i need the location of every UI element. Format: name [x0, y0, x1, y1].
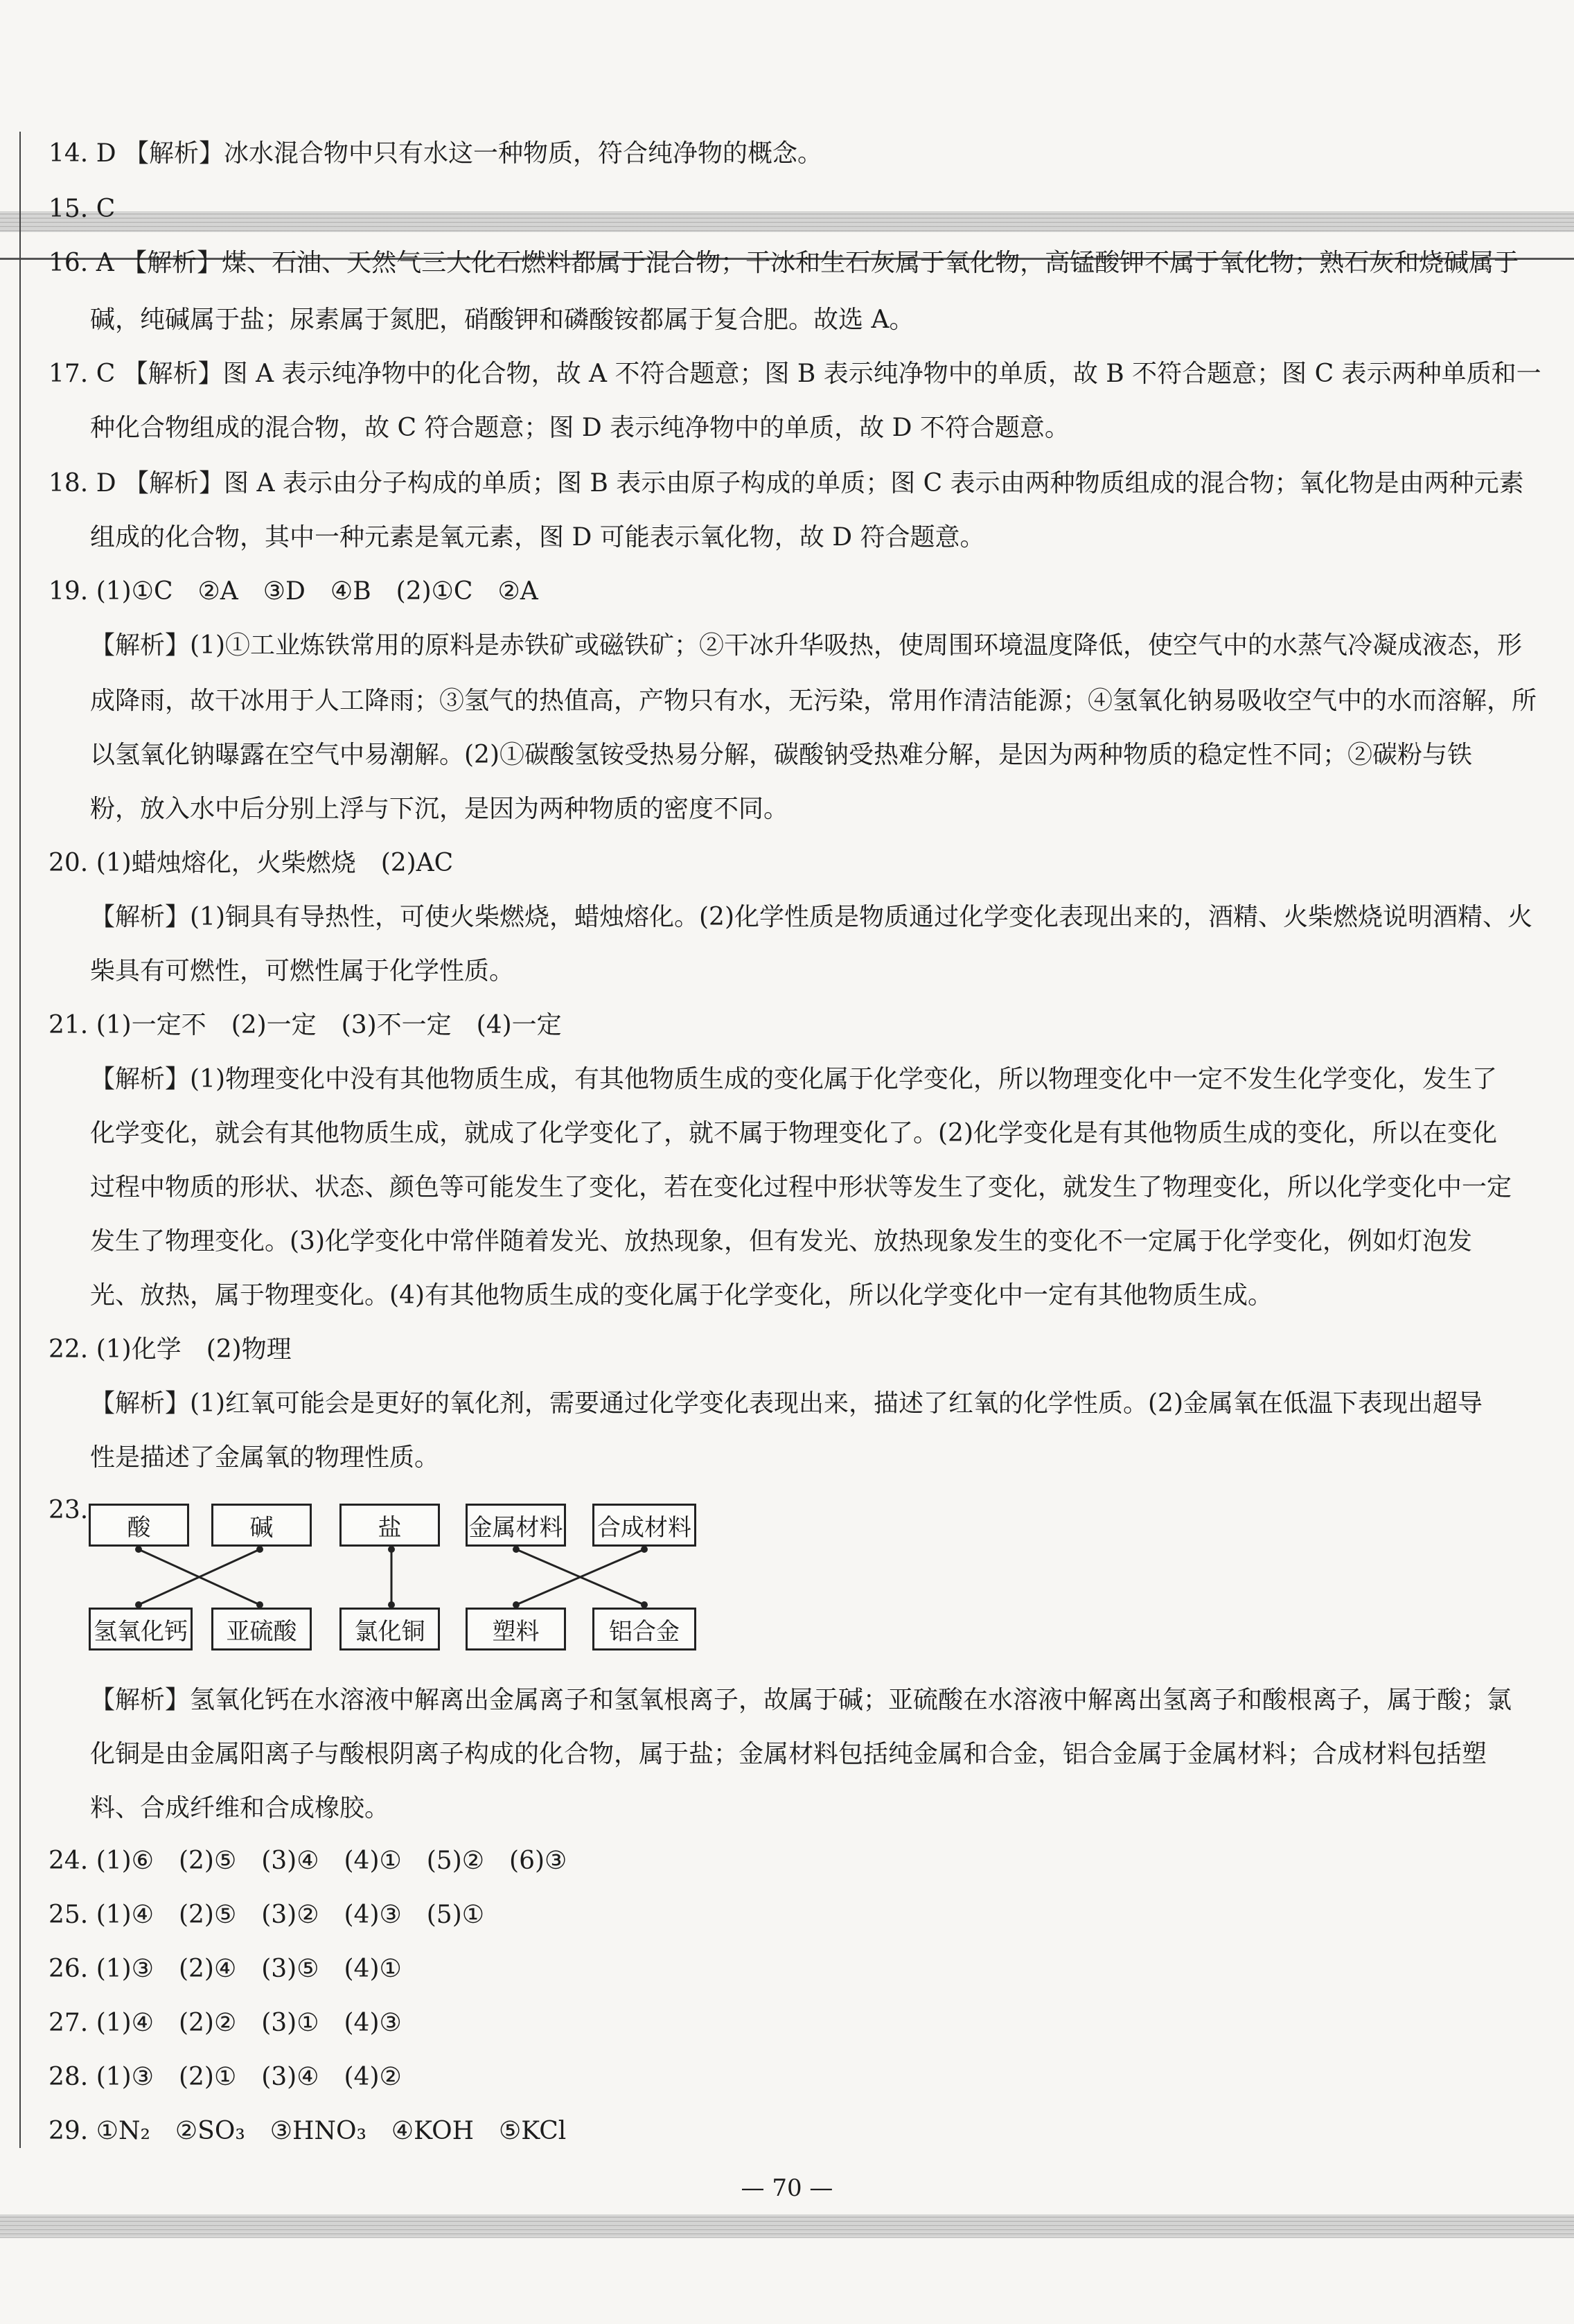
box-acid: 酸	[89, 1504, 189, 1547]
box-synthetic-material: 合成材料	[592, 1504, 696, 1547]
dot-top-3	[388, 1546, 395, 1553]
analysis-21-line1: 【解析】(1)物理变化中没有其他物质生成，有其他物质生成的变化属于化学变化，所以物理变化中一定不发生化学变化，发生了	[90, 1065, 1497, 1093]
analysis-21-line3: 过程中物质的形状、状态、颜色等可能发生了变化，若在变化过程中形状等发生了变化，就发生了物理变化，所以化学变化中一定	[90, 1173, 1512, 1201]
analysis-22-line2: 性是描述了金属氧的物理性质。	[90, 1443, 440, 1472]
box-salt: 盐	[339, 1504, 440, 1547]
analysis-23-line3: 料、合成纤维和合成橡胶。	[90, 1794, 390, 1822]
analysis-19-line2: 成降雨，故干冰用于人工降雨；③氢气的热值高，产物只有水，无污染，常用作清洁能源；④氢氧化钠易吸收空气中的水而溶解，所	[90, 687, 1537, 715]
margin-line	[19, 132, 21, 2148]
dot-top-4	[513, 1546, 520, 1553]
answer-21: 21. (1)一定不 (2)一定 (3)不一定 (4)一定	[48, 1011, 562, 1039]
box-plastic: 塑料	[466, 1608, 566, 1650]
answer-29: 29. ①N₂ ②SO₃ ③HNO₃ ④KOH ⑤KCl	[48, 2117, 567, 2145]
answer-17-line1: 17. C 【解析】图 A 表示纯净物中的化合物，故 A 不符合题意；图 B 表示纯净物中的单质，故 B 不符合题意；图 C 表示两种单质和一	[48, 360, 1541, 388]
answer-16-line2: 碱，纯碱属于盐；尿素属于氮肥，硝酸钾和磷酸铵都属于复合肥。故选 A。	[90, 306, 914, 334]
analysis-19-line4: 粉，放入水中后分别上浮与下沉，是因为两种物质的密度不同。	[90, 795, 789, 823]
dot-top-2	[256, 1546, 263, 1553]
page-number: — 70 —	[741, 2174, 833, 2202]
analysis-23-line2: 化铜是由金属阳离子与酸根阴离子构成的化合物，属于盐；金属材料包括纯金属和合金，铝合金属于金属材料；合成材料包括塑	[90, 1740, 1487, 1768]
box-metal-material: 金属材料	[466, 1504, 566, 1547]
answer-25: 25. (1)④ (2)⑤ (3)② (4)③ (5)①	[48, 1901, 485, 1929]
analysis-22-line1: 【解析】(1)红氧可能会是更好的氧化剂，需要通过化学变化表现出来，描述了红氧的化学性质。(2)金属氧在低温下表现出超导	[90, 1389, 1483, 1418]
connector-base	[139, 1549, 260, 1605]
scan-bar-bottom	[0, 2215, 1574, 2238]
connector-metal-material	[516, 1549, 644, 1605]
box-calcium-hydroxide: 氢氧化钙	[89, 1608, 193, 1650]
connector-acid	[139, 1549, 260, 1605]
answer-18-line1: 18. D 【解析】图 A 表示由分子构成的单质；图 B 表示由原子构成的单质；图 C 表示由两种物质组成的混合物；氧化物是由两种元素	[48, 469, 1524, 498]
box-copper-chloride: 氯化铜	[339, 1608, 440, 1650]
box-sulfurous-acid: 亚硫酸	[211, 1608, 312, 1650]
dot-top-1	[135, 1546, 142, 1553]
answer-27: 27. (1)④ (2)② (3)① (4)③	[48, 2009, 402, 2037]
analysis-21-line2: 化学变化，就会有其他物质生成，就成了化学变化了，就不属于物理变化了。(2)化学变化是有其他物质生成的变化，所以在变化	[90, 1119, 1497, 1147]
answer-23-label: 23.	[48, 1496, 89, 1524]
analysis-19-line3: 以氢氧化钠曝露在空气中易潮解。(2)①碳酸氢铵受热易分解，碳酸钠受热难分解，是因为两种物质的稳定性不同；②碳粉与铁	[90, 741, 1472, 769]
answer-24: 24. (1)⑥ (2)⑤ (3)④ (4)① (5)② (6)③	[48, 1847, 567, 1875]
answer-28: 28. (1)③ (2)① (3)④ (4)②	[48, 2063, 402, 2091]
answer-22: 22. (1)化学 (2)物理	[48, 1335, 292, 1364]
box-aluminum-alloy: 铝合金	[592, 1608, 696, 1650]
answer-26: 26. (1)③ (2)④ (3)⑤ (4)①	[48, 1955, 402, 1983]
dot-top-5	[641, 1546, 648, 1553]
answer-16-line1: 16. A 【解析】煤、石油、天然气三大化石燃料都属于混合物；干冰和生石灰属于氧化物，高锰酸钾不属于氧化物；熟石灰和烧碱属于	[48, 249, 1519, 277]
connector-synthetic-material	[516, 1549, 644, 1605]
answer-17-line2: 种化合物组成的混合物，故 C 符合题意；图 D 表示纯净物中的单质，故 D 不符合题意。	[90, 414, 1070, 442]
box-base: 碱	[211, 1504, 312, 1547]
analysis-21-line4: 发生了物理变化。(3)化学变化中常伴随着发光、放热现象，但有发光、放热现象发生的变化不一定属于化学变化，例如灯泡发	[90, 1227, 1472, 1256]
analysis-21-line5: 光、放热，属于物理变化。(4)有其他物质生成的变化属于化学变化，所以化学变化中一定有其他物质生成。	[90, 1281, 1273, 1310]
analysis-23-line1: 【解析】氢氧化钙在水溶液中解离出金属离子和氢氧根离子，故属于碱；亚硫酸在水溶液中解离出氢离子和酸根离子，属于酸；氯	[90, 1686, 1512, 1714]
answer-14: 14. D 【解析】冰水混合物中只有水这一种物质，符合纯净物的概念。	[48, 139, 823, 168]
scan-bar-top	[0, 211, 1574, 232]
analysis-19-line1: 【解析】(1)①工业炼铁常用的原料是赤铁矿或磁铁矿；②干冰升华吸热，使周围环境温度降低，使空气中的水蒸气冷凝成液态，形	[90, 631, 1522, 660]
answer-15: 15. C	[48, 195, 116, 223]
answer-20: 20. (1)蜡烛熔化，火柴燃烧 (2)AC	[48, 849, 454, 877]
answer-18-line2: 组成的化合物，其中一种元素是氧元素，图 D 可能表示氧化物，故 D 符合题意。	[90, 523, 985, 552]
answer-19: 19. (1)①C ②A ③D ④B (2)①C ②A	[48, 577, 538, 606]
analysis-20-line2: 柴具有可燃性，可燃性属于化学性质。	[90, 957, 515, 985]
analysis-20-line1: 【解析】(1)铜具有导热性，可使火柴燃烧，蜡烛熔化。(2)化学性质是物质通过化学变化表现出来的，酒精、火柴燃烧说明酒精、火	[90, 903, 1532, 931]
